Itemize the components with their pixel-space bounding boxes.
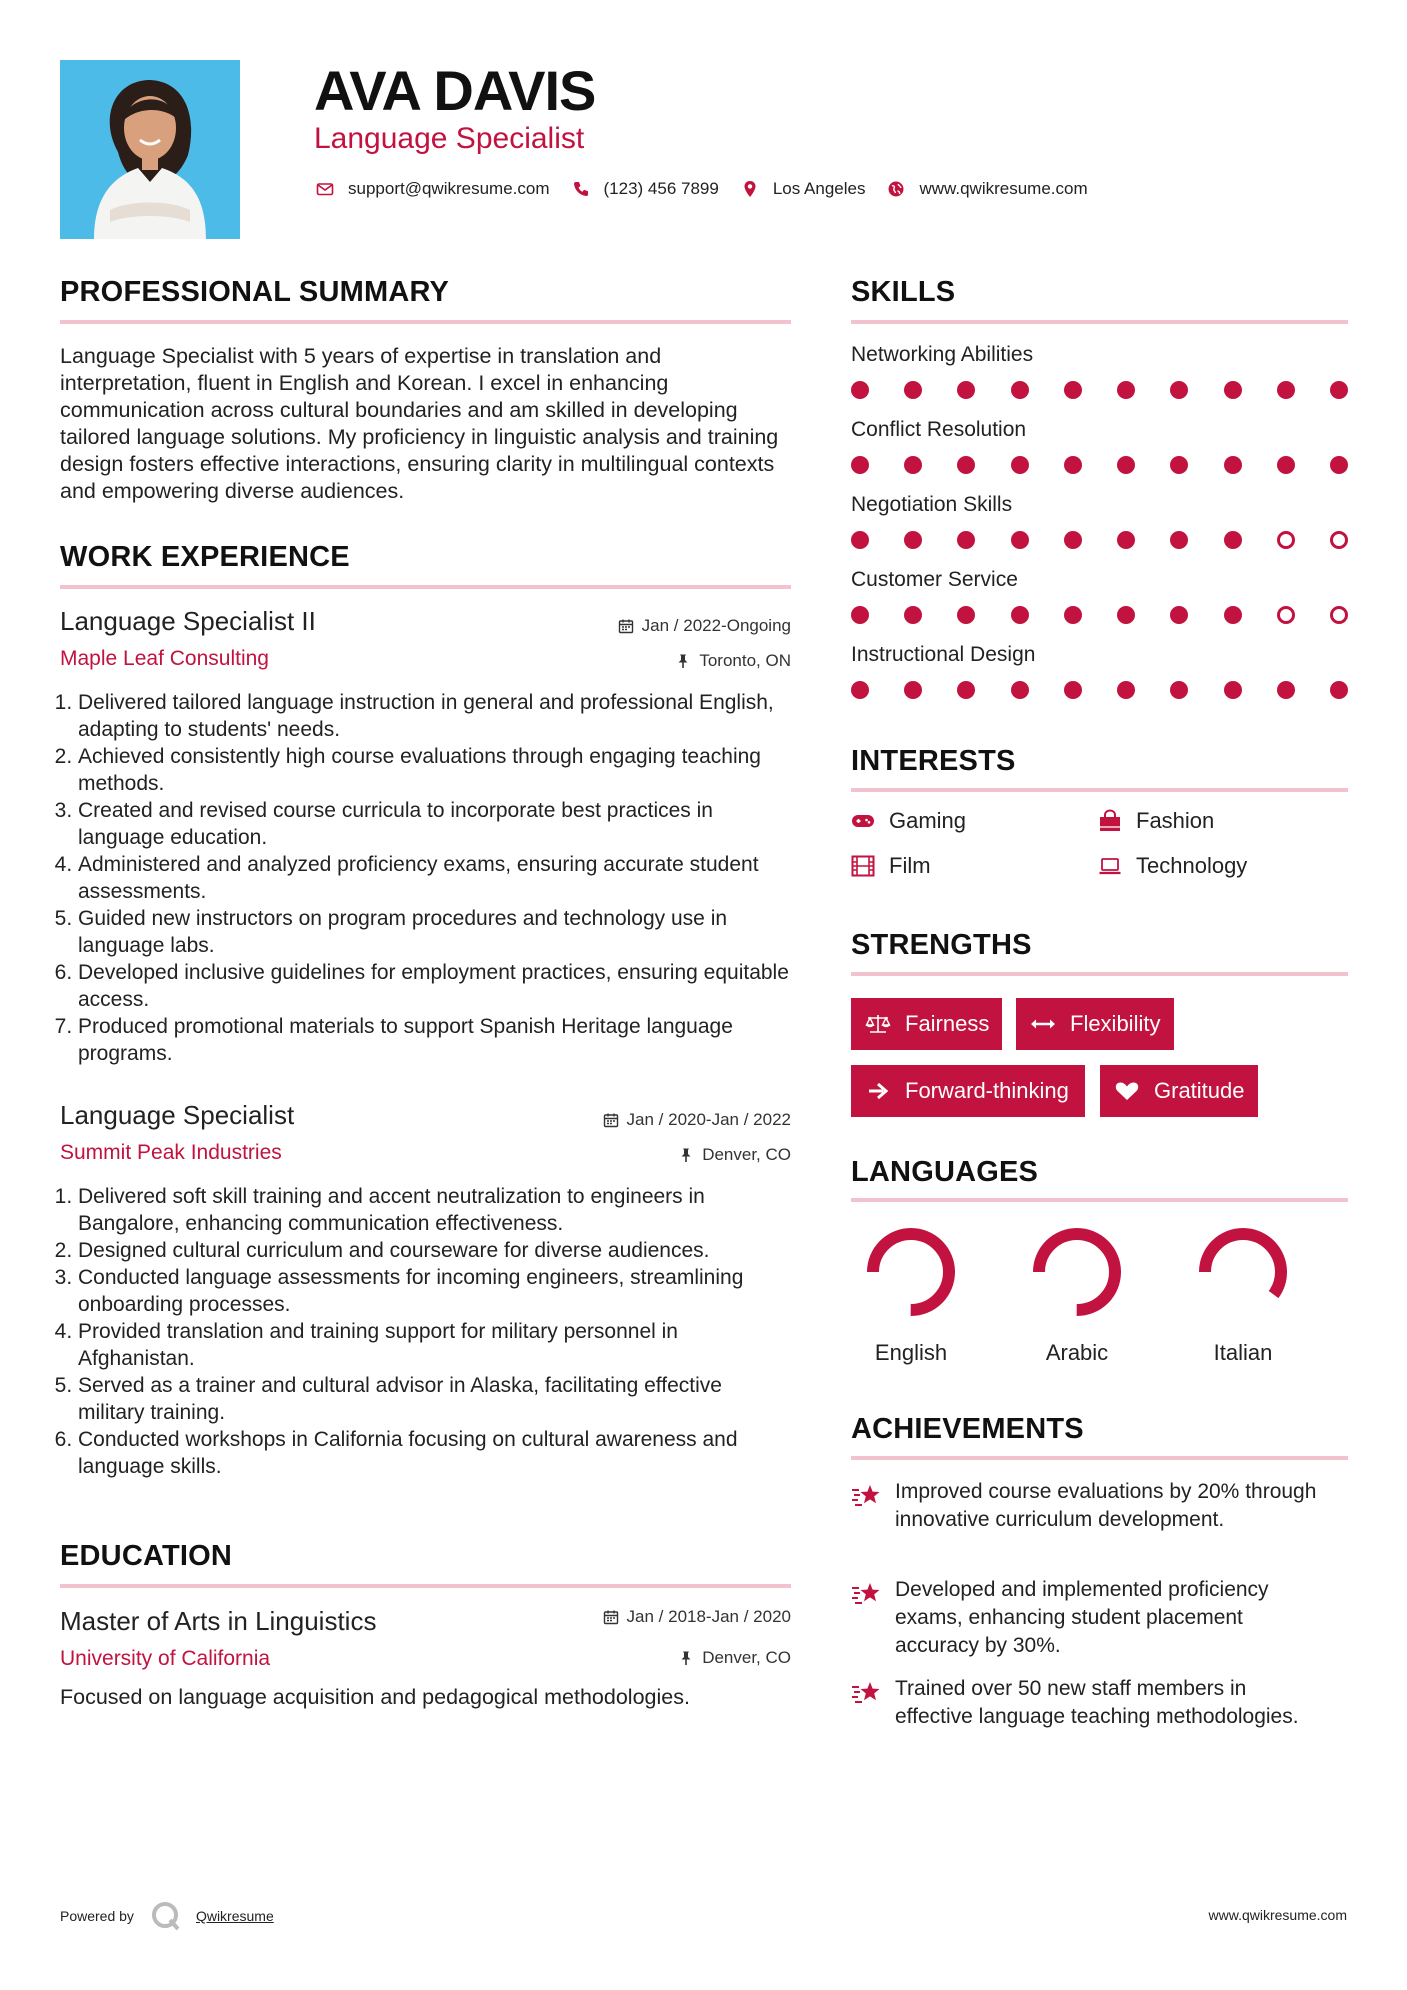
language-name: Arabic xyxy=(1045,1340,1109,1365)
rating-dot-filled xyxy=(957,531,975,549)
rating-dot-filled xyxy=(1064,606,1082,624)
rating-dot-filled xyxy=(904,606,922,624)
rating-dot-filled xyxy=(957,681,975,699)
rating-dot-filled xyxy=(1277,381,1295,399)
skill-rating xyxy=(851,529,1348,551)
languages-heading: LANGUAGES xyxy=(851,1156,1039,1188)
rating-dot-filled xyxy=(1170,456,1188,474)
strength-label: Forward-thinking xyxy=(905,1078,1069,1103)
education-rule xyxy=(60,1584,791,1588)
rating-dot-filled xyxy=(904,681,922,699)
star-award-icon xyxy=(851,1679,883,1707)
language-progress-arc xyxy=(873,1234,949,1310)
skill-name: Networking Abilities xyxy=(851,343,1034,366)
footer-powered-by xyxy=(60,1900,274,1932)
list-item: 5. Served as a trainer and cultural advisor in Alaska, facilitating effective military training. xyxy=(78,1372,791,1426)
language-item xyxy=(1183,1226,1303,1366)
website-text: www.qwikresume.com xyxy=(919,179,1088,198)
list-item: 2. Designed cultural curriculum and courseware for diverse audiences. xyxy=(78,1237,791,1264)
skill-name: Instructional Design xyxy=(851,643,1036,666)
job-location-text: Toronto, ON xyxy=(699,651,791,670)
list-item: 5. Guided new instructors on program procedures and technology use in language labs. xyxy=(78,905,791,959)
pushpin-icon xyxy=(678,1147,694,1163)
degree-title: Master of Arts in Linguistics xyxy=(60,1606,377,1636)
job-location xyxy=(678,1145,791,1165)
language-item xyxy=(851,1226,971,1366)
languages-rule xyxy=(851,1198,1348,1202)
interest-label: Film xyxy=(889,853,931,878)
email-text: support@qwikresume.com xyxy=(348,179,550,198)
list-item: 1. Delivered tailored language instruction in general and professional English, adapting to students' needs. xyxy=(78,689,791,743)
powered-by-text: Powered by xyxy=(60,1908,134,1924)
strength-forward-thinking xyxy=(851,1065,1085,1117)
left-column xyxy=(60,0,791,1990)
laptop-icon xyxy=(1098,854,1122,878)
rating-dot-empty xyxy=(1277,531,1295,549)
rating-dot-filled xyxy=(904,531,922,549)
skill-rating xyxy=(851,679,1348,701)
education-dates xyxy=(603,1607,791,1627)
language-progress-ring xyxy=(865,1226,957,1318)
language-item xyxy=(1017,1226,1137,1366)
achievements-rule xyxy=(851,1456,1348,1460)
achievement-item xyxy=(851,1478,1348,1534)
skills-rule xyxy=(851,320,1348,324)
rating-dot-empty xyxy=(1330,606,1348,624)
rating-dot-filled xyxy=(1011,381,1029,399)
list-item: 7. Produced promotional materials to support Spanish Heritage language programs. xyxy=(78,1013,791,1067)
strength-flexibility xyxy=(1016,998,1174,1050)
candidate-name: AVA DAVIS xyxy=(314,59,596,122)
rating-dot-filled xyxy=(1224,531,1242,549)
list-item: 3. Conducted language assessments for incoming engineers, streamlining onboarding processes. xyxy=(78,1264,791,1318)
interests-rule xyxy=(851,788,1348,792)
calendar-icon xyxy=(603,1609,619,1625)
experience-heading: WORK EXPERIENCE xyxy=(60,541,350,573)
rating-dot-filled xyxy=(1170,531,1188,549)
language-progress-arc xyxy=(1039,1234,1115,1310)
strengths-rule xyxy=(851,972,1348,976)
education-location-text: Denver, CO xyxy=(702,1648,791,1667)
strength-label: Fairness xyxy=(905,1011,990,1036)
rating-dot-filled xyxy=(1170,381,1188,399)
rating-dot-empty xyxy=(1330,531,1348,549)
rating-dot-filled xyxy=(1224,606,1242,624)
rating-dot-empty xyxy=(1277,606,1295,624)
rating-dot-filled xyxy=(957,456,975,474)
interest-technology xyxy=(1098,853,1247,879)
rating-dot-filled xyxy=(1330,381,1348,399)
right-column xyxy=(851,0,1348,1990)
rating-dot-filled xyxy=(1117,381,1135,399)
job-dates xyxy=(618,616,791,636)
job-title: Language Specialist xyxy=(60,1100,295,1130)
arrow-right-icon xyxy=(865,1080,891,1102)
rating-dot-filled xyxy=(1330,456,1348,474)
rating-dot-filled xyxy=(851,681,869,699)
film-icon xyxy=(851,854,875,878)
balance-scale-icon xyxy=(865,1013,891,1035)
qwikresume-logo-icon xyxy=(150,1900,182,1932)
job-location xyxy=(675,651,791,671)
rating-dot-filled xyxy=(1064,456,1082,474)
education-dates-text: Jan / 2018-Jan / 2020 xyxy=(626,1607,791,1626)
interests-heading: INTERESTS xyxy=(851,745,1016,777)
strengths-heading: STRENGTHS xyxy=(851,929,1032,961)
achievement-item xyxy=(851,1675,1348,1731)
list-item: 4. Provided translation and training support for military personnel in Afghanistan. xyxy=(78,1318,791,1372)
rating-dot-filled xyxy=(1117,456,1135,474)
interest-label: Fashion xyxy=(1136,808,1215,833)
strength-fairness xyxy=(851,998,1002,1050)
job-company: Summit Peak Industries xyxy=(60,1141,282,1164)
job-dates-text: Jan / 2020-Jan / 2022 xyxy=(626,1110,791,1129)
summary-heading: PROFESSIONAL SUMMARY xyxy=(60,276,450,308)
summary-rule xyxy=(60,320,791,324)
experience-rule xyxy=(60,585,791,589)
education-location xyxy=(678,1648,791,1668)
skills-heading: SKILLS xyxy=(851,276,956,308)
job-location-text: Denver, CO xyxy=(702,1145,791,1164)
rating-dot-filled xyxy=(957,606,975,624)
interest-film xyxy=(851,853,931,879)
list-item: 6. Developed inclusive guidelines for employment practices, ensuring equitable access. xyxy=(78,959,791,1013)
rating-dot-filled xyxy=(1224,681,1242,699)
heart-icon xyxy=(1114,1080,1140,1102)
rating-dot-filled xyxy=(851,456,869,474)
list-item: 3. Created and revised course curricula to incorporate best practices in language education. xyxy=(78,797,791,851)
rating-dot-filled xyxy=(1011,606,1029,624)
achievement-text: Trained over 50 new staff members in effective language teaching methodologies. xyxy=(895,1677,1299,1728)
rating-dot-filled xyxy=(1224,456,1242,474)
rating-dot-filled xyxy=(851,531,869,549)
skill-rating xyxy=(851,604,1348,626)
interest-gaming xyxy=(851,808,966,834)
shopping-bag-icon xyxy=(1098,809,1122,833)
skill-rating xyxy=(851,454,1348,476)
education-heading: EDUCATION xyxy=(60,1540,233,1572)
achievements-heading: ACHIEVEMENTS xyxy=(851,1413,1084,1445)
star-award-icon xyxy=(851,1580,883,1608)
achievement-text: Improved course evaluations by 20% through innovative curriculum development. xyxy=(895,1480,1317,1531)
job-company: Maple Leaf Consulting xyxy=(60,647,269,670)
rating-dot-filled xyxy=(851,606,869,624)
rating-dot-filled xyxy=(851,381,869,399)
strength-gratitude xyxy=(1100,1065,1258,1117)
school-name: University of California xyxy=(60,1647,271,1670)
language-progress-ring xyxy=(1031,1226,1123,1318)
language-progress-arc xyxy=(1205,1234,1281,1310)
calendar-icon xyxy=(603,1112,619,1128)
rating-dot-filled xyxy=(904,381,922,399)
list-item: 1. Delivered soft skill training and accent neutralization to engineers in Bangalore, enhancing communication effectiveness. xyxy=(78,1183,791,1237)
job-bullets xyxy=(60,689,791,1067)
rating-dot-filled xyxy=(1224,381,1242,399)
achievement-item xyxy=(851,1576,1348,1660)
rating-dot-filled xyxy=(1064,531,1082,549)
language-progress-ring xyxy=(1197,1226,1289,1318)
gamepad-icon xyxy=(851,809,875,833)
list-item: 6. Conducted workshops in California focusing on cultural awareness and language skills. xyxy=(78,1426,791,1480)
pushpin-icon xyxy=(678,1650,694,1666)
job-dates xyxy=(603,1110,791,1130)
rating-dot-filled xyxy=(1330,681,1348,699)
interest-fashion xyxy=(1098,808,1214,834)
rating-dot-filled xyxy=(1064,681,1082,699)
footer-website[interactable]: www.qwikresume.com xyxy=(1208,1907,1347,1923)
language-name: English xyxy=(874,1340,948,1365)
skill-name: Negotiation Skills xyxy=(851,493,1013,516)
list-item: 2. Achieved consistently high course evaluations through engaging teaching methods. xyxy=(78,743,791,797)
rating-dot-filled xyxy=(1064,381,1082,399)
arrows-horizontal-icon xyxy=(1030,1013,1056,1035)
job-bullets xyxy=(60,1183,791,1480)
language-name: Italian xyxy=(1213,1340,1273,1365)
skill-rating xyxy=(851,379,1348,401)
rating-dot-filled xyxy=(1011,681,1029,699)
rating-dot-filled xyxy=(1011,531,1029,549)
candidate-role: Language Specialist xyxy=(314,122,585,155)
rating-dot-filled xyxy=(904,456,922,474)
skill-name: Customer Service xyxy=(851,568,1018,591)
rating-dot-filled xyxy=(1277,681,1295,699)
star-award-icon xyxy=(851,1482,883,1510)
strength-label: Flexibility xyxy=(1070,1011,1161,1036)
pushpin-icon xyxy=(675,653,691,669)
education-description: Focused on language acquisition and pedagogical methodologies. xyxy=(60,1685,690,1709)
job-dates-text: Jan / 2022-Ongoing xyxy=(641,616,791,635)
rating-dot-filled xyxy=(1117,606,1135,624)
job-title: Language Specialist II xyxy=(60,606,316,636)
rating-dot-filled xyxy=(1170,606,1188,624)
rating-dot-filled xyxy=(1117,681,1135,699)
strength-label: Gratitude xyxy=(1154,1078,1245,1103)
achievement-text: Developed and implemented proficiency exams, enhancing student placement accuracy by 30%. xyxy=(895,1578,1269,1657)
rating-dot-filled xyxy=(1117,531,1135,549)
interest-label: Gaming xyxy=(889,808,967,833)
location-text: Los Angeles xyxy=(772,179,866,198)
brand-link[interactable]: Qwikresume xyxy=(195,1908,274,1924)
list-item: 4. Administered and analyzed proficiency exams, ensuring accurate student assessments. xyxy=(78,851,791,905)
rating-dot-filled xyxy=(1170,681,1188,699)
rating-dot-filled xyxy=(1277,456,1295,474)
rating-dot-filled xyxy=(957,381,975,399)
summary-text: Language Specialist with 5 years of expertise in translation and interpretation, fluent in English and Korean. I excel in enhancing communication across cultural boundaries and am skilled in developing tailored language solutions. My proficiency in linguistic analysis and training design fosters effective interactions, ensuring clarity in multilingual contexts and empowering diverse audiences. xyxy=(60,344,779,503)
phone-text: (123) 456 7899 xyxy=(603,179,719,198)
calendar-icon xyxy=(618,618,634,634)
rating-dot-filled xyxy=(1011,456,1029,474)
interest-label: Technology xyxy=(1136,853,1248,878)
skill-name: Conflict Resolution xyxy=(851,418,1027,441)
